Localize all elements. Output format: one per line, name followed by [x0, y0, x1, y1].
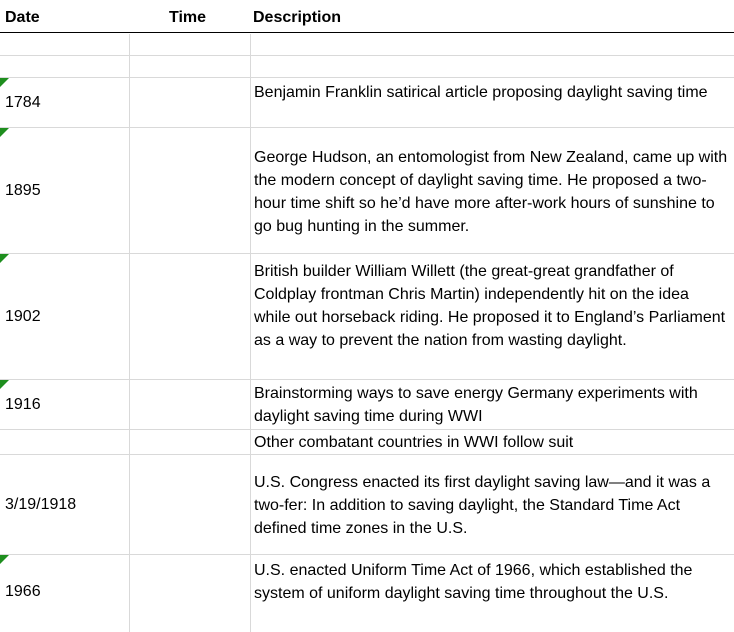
time-cell[interactable] [129, 128, 250, 253]
description-cell[interactable] [250, 56, 734, 77]
header-time[interactable]: Time [169, 9, 207, 26]
table-row [0, 455, 734, 555]
description-cell[interactable]: U.S. enacted Uniform Time Act of 1966, which established the system of uniform daylight saving time throughout the U.S. [250, 555, 734, 632]
time-cell[interactable] [129, 254, 250, 379]
time-cell[interactable] [129, 555, 250, 632]
header-description[interactable]: Description [253, 9, 342, 26]
header-date[interactable]: Date [5, 9, 40, 26]
description-cell[interactable] [250, 34, 734, 55]
table-row [0, 78, 734, 128]
description-cell[interactable]: British builder William Willett (the great-great grandfather of Coldplay frontman Chris Martin) independently hit on the idea while out horseback riding. He proposed it to England’s Parliament as a way to prevent the nation from wasting daylight. [250, 254, 734, 379]
date-cell[interactable] [0, 56, 129, 77]
comment-flag-icon [0, 555, 9, 564]
description-cell[interactable]: Other combatant countries in WWI follow suit [250, 430, 734, 454]
table-row [0, 254, 734, 380]
comment-flag-icon [0, 254, 9, 263]
time-cell[interactable] [129, 34, 250, 55]
header-row [0, 0, 734, 33]
date-cell[interactable]: 1966 [0, 555, 129, 632]
comment-flag-icon [0, 380, 9, 389]
date-cell[interactable]: 1784 [0, 78, 129, 127]
table-row [0, 34, 734, 56]
table-row [0, 128, 734, 254]
date-cell[interactable]: 1916 [0, 380, 129, 429]
date-cell[interactable]: 1902 [0, 254, 129, 379]
date-cell[interactable] [0, 430, 129, 454]
table-row [0, 555, 734, 632]
time-cell[interactable] [129, 78, 250, 127]
date-cell[interactable]: 1895 [0, 128, 129, 253]
description-cell[interactable]: Benjamin Franklin satirical article proposing daylight saving time [250, 78, 734, 127]
table-row [0, 56, 734, 78]
description-cell[interactable]: Brainstorming ways to save energy Germany experiments with daylight saving time during WWI [250, 380, 734, 429]
table-row [0, 430, 734, 455]
date-cell[interactable] [0, 34, 129, 55]
description-cell[interactable]: George Hudson, an entomologist from New Zealand, came up with the modern concept of daylight saving time. He proposed a two-hour time shift so he’d have more after-work hours of sunshine to go bug hunting in the summer. [250, 128, 734, 253]
table-row [0, 380, 734, 430]
time-cell[interactable] [129, 455, 250, 554]
time-cell[interactable] [129, 430, 250, 454]
time-cell[interactable] [129, 380, 250, 429]
comment-flag-icon [0, 78, 9, 87]
date-cell[interactable]: 3/19/1918 [5, 496, 77, 513]
time-cell[interactable] [129, 56, 250, 77]
comment-flag-icon [0, 128, 9, 137]
description-cell[interactable]: U.S. Congress enacted its first daylight saving law—and it was a two-fer: In addition to saving daylight, the Standard Time Act defined time zones in the U.S. [250, 455, 734, 554]
